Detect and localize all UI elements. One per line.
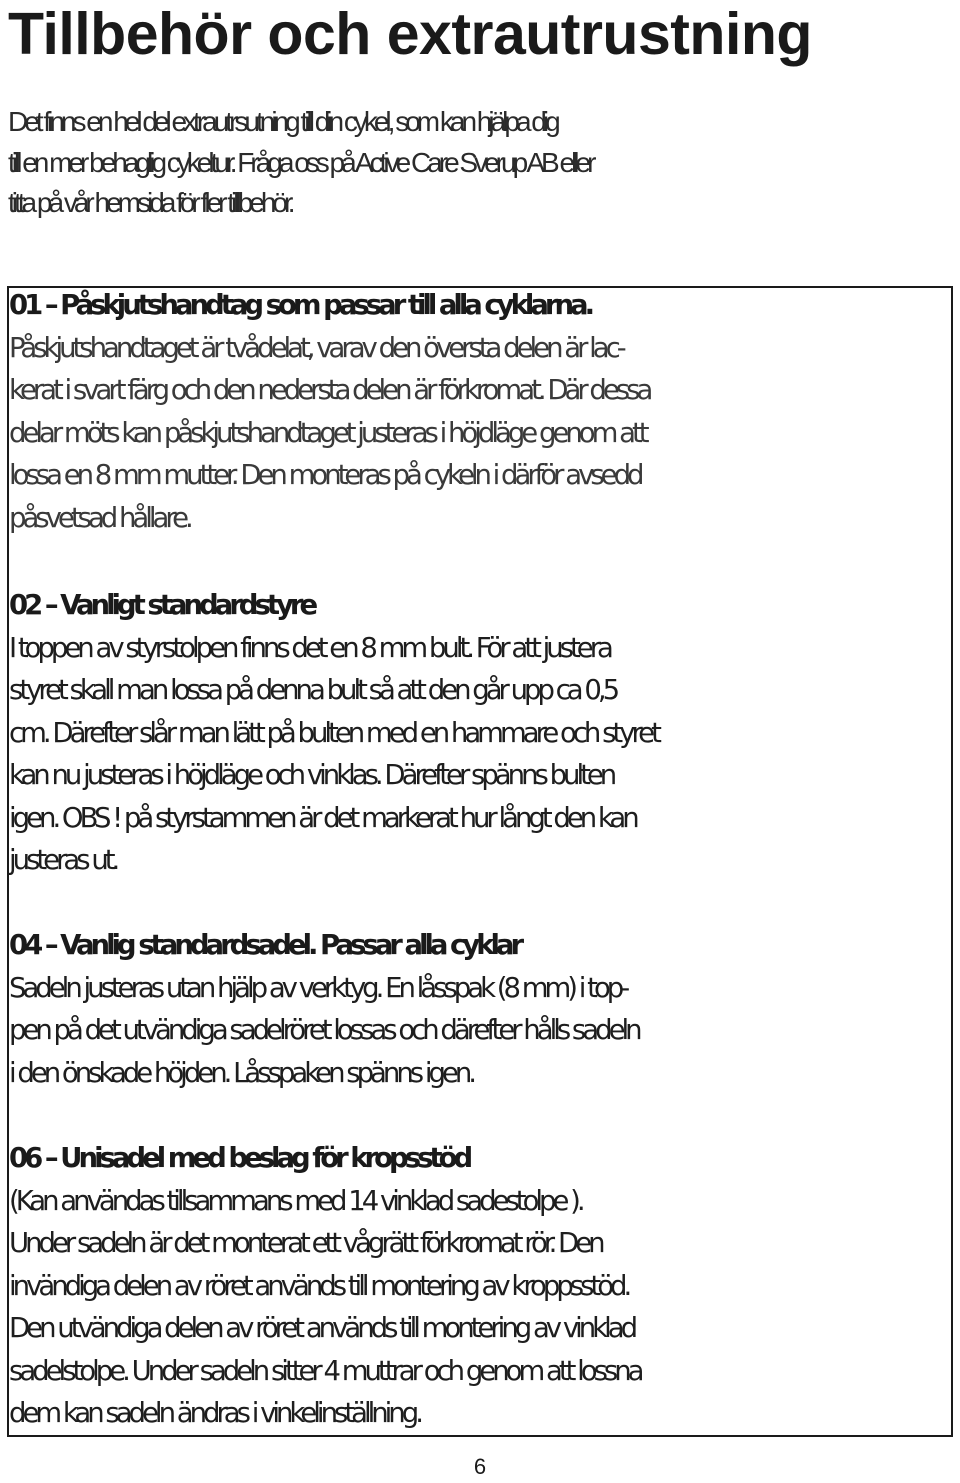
section-text-line: styret skall man lossa på denna bult så att den går upp ca 0,5 — [9, 674, 617, 706]
section-text-line: i den önskade höjden. Låsspaken spänns igen. — [9, 1056, 474, 1089]
section-text-line: dem kan sadeln ändras i vinkelinställning. — [9, 1397, 420, 1429]
section-text-line: pen på det utvändiga sadelröret lossas och därefter hålls sadeln — [9, 1014, 639, 1046]
section-text-line: påsvetsad hållare. — [9, 501, 190, 534]
page-number: 6 — [473, 1454, 487, 1479]
section-heading: 02 – Vanligt standardstyre — [9, 589, 315, 621]
section-text-line: delar möts kan påskjutshandtaget justeras i höjdläge genom att — [9, 416, 646, 449]
intro-line: till en mer behaglig cykeltur. Fråga oss på Active Care Sverup AB eller — [8, 146, 593, 178]
section-text-line: sadelstolpe. Under sadeln sitter 4 muttrar och genom att lossna — [9, 1354, 641, 1387]
section-text-line: Under sadeln är det monterat ett vågrätt förkromat rör. Den — [9, 1227, 602, 1259]
page-title: Tillbehör och extrautrustning — [8, 1, 812, 67]
section-text-line: justeras ut. — [9, 844, 117, 876]
section-01-push-handle — [9, 284, 954, 539]
section-text-line: invändiga delen av röret används till montering av kroppsstöd. — [9, 1269, 629, 1302]
section-text-line: Sadeln justeras utan hjälp av verktyg. En låsspak (8 mm) i top- — [9, 971, 627, 1004]
section-heading: 04 – Vanlig standardsadel. Passar alla cyklar — [9, 929, 521, 961]
intro-paragraph — [8, 102, 953, 224]
section-text-line: Den utvändiga delen av röret används till montering av vinklad — [9, 1312, 635, 1344]
section-text-line: Påskjutshandtaget är tvådelat, varav den översta delen är lac- — [9, 331, 623, 364]
section-text-line: lossa en 8 mm mutter. Den monteras på cykeln i därför avsedd — [9, 459, 641, 491]
section-text-line: kerat i svart färg och den nedersta delen är förkromat. Där dessa — [9, 374, 650, 406]
section-heading: 01 – Påskjutshandtag som passar till alla cyklarna. — [9, 289, 592, 321]
section-heading: 06 – Unisadel med beslag för kropsstöd — [9, 1142, 470, 1174]
section-text-line: igen. OBS ! på styrstammen är det markerat hur långt den kan — [9, 801, 636, 834]
section-text-line: kan nu justeras i höjdläge och vinklas. Därefter spänns bulten — [9, 759, 614, 791]
intro-line: Det finns en hel del extrautrsutning till din cykel, som kan hjälpa dig — [8, 106, 557, 137]
section-06-uni-saddle — [9, 1137, 954, 1435]
section-text-line: I toppen av styrstolpen finns det en 8 mm bult. För att justera — [9, 631, 610, 664]
intro-line: titta på vår hemsida för fler tillbehör. — [8, 187, 292, 218]
section-02-handlebar — [9, 584, 954, 882]
section-text-line: (Kan användas tillsammans med 14 vinklad sadestolpe ). — [9, 1184, 582, 1217]
section-text-line: cm. Därefter slår man lätt på bulten med en hammare och styret — [9, 716, 658, 749]
section-04-standard-saddle — [9, 924, 954, 1094]
